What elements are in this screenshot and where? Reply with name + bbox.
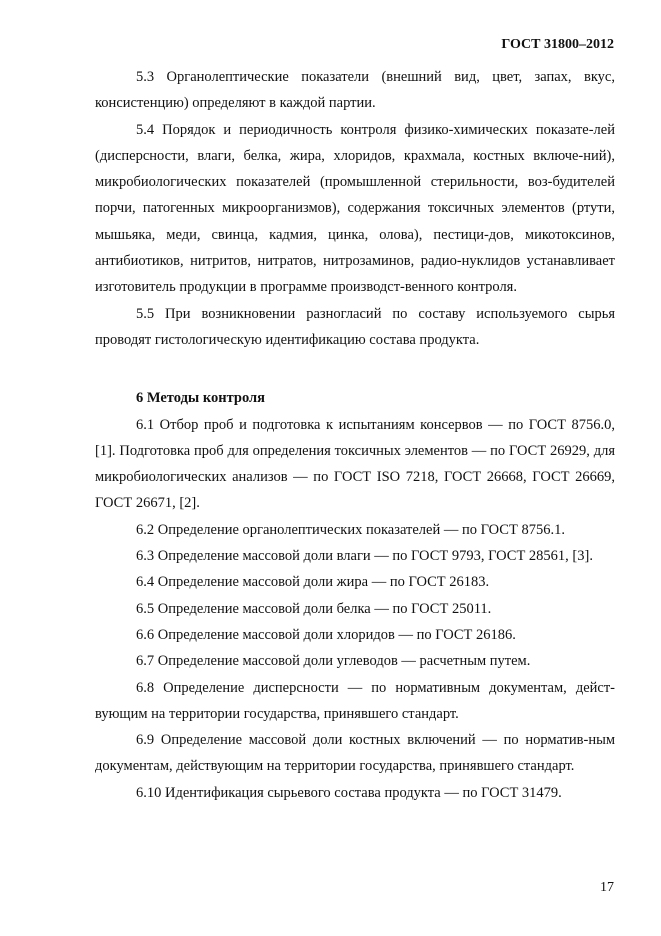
paragraph-6-2: 6.2 Определение органолептических показателей — по ГОСТ 8756.1. xyxy=(136,521,565,538)
section-heading: 6 Методы контроля xyxy=(136,390,266,407)
paragraph-5-3: 5.3 Органолептические показатели (внешний вид, цвет, запах, вкус, консистенцию) определяют в каждой партии. xyxy=(95,69,615,112)
paragraph-6-8: 6.8 Определение дисперсности — по нормативным документам, дейст-вующим на территории государства, принявшего стандарт. xyxy=(95,679,615,722)
paragraph-6-10: 6.10 Идентификация сырьевого состава продукта — по ГОСТ 31479. xyxy=(136,784,562,801)
page-body xyxy=(95,64,615,806)
paragraph-6-1: 6.1 Отбор проб и подготовка к испытаниям консервов — по ГОСТ 8756.0, [1]. Подготовка проб для определения токсичных элементов — по ГОСТ 26929, для микробиологических анализов — по ГОСТ ISO 7218, ГОСТ 26668, ГОСТ 26669, ГОСТ 26671, [2]. xyxy=(95,416,615,512)
paragraph-5-5: 5.5 При возникновении разногласий по составу используемого сырья проводят гистологическую идентификацию состава продукта. xyxy=(95,305,615,348)
paragraph-6-9: 6.9 Определение массовой доли костных включений — по норматив-ным документам, действующим на территории государства, принявшего стандарт. xyxy=(95,732,615,775)
paragraph-6-7: 6.7 Определение массовой доли углеводов — расчетным путем. xyxy=(136,653,531,670)
paragraph-5-4: 5.4 Порядок и периодичность контроля физико-химических показате-лей (дисперсности, влаги, белка, жира, хлоридов, крахмала, костных включе-ний), микробиологических показателей (промышленной стерильности, воз-будителей порчи, патогенных микроорганизмов), содержания токсичных элементов (ртути, мышьяка, меди, свинца, кадмия, цинка, олова), пестици-дов, микотоксинов, антибиотиков, нитритов, нитратов, нитрозаминов, радио-нуклидов устанавливает изготовитель продукции в программе производст-венного контроля. xyxy=(95,121,615,296)
page-number: 17 xyxy=(600,880,614,895)
document-header: ГОСТ 31800–2012 xyxy=(501,37,614,52)
paragraph-6-4: 6.4 Определение массовой доли жира — по ГОСТ 26183. xyxy=(136,574,490,591)
paragraph-6-3: 6.3 Определение массовой доли влаги — по ГОСТ 9793, ГОСТ 28561, [3]. xyxy=(136,548,593,565)
paragraph-6-5: 6.5 Определение массовой доли белка — по ГОСТ 25011. xyxy=(136,600,492,617)
paragraph-6-6: 6.6 Определение массовой доли хлоридов — по ГОСТ 26186. xyxy=(136,626,516,643)
